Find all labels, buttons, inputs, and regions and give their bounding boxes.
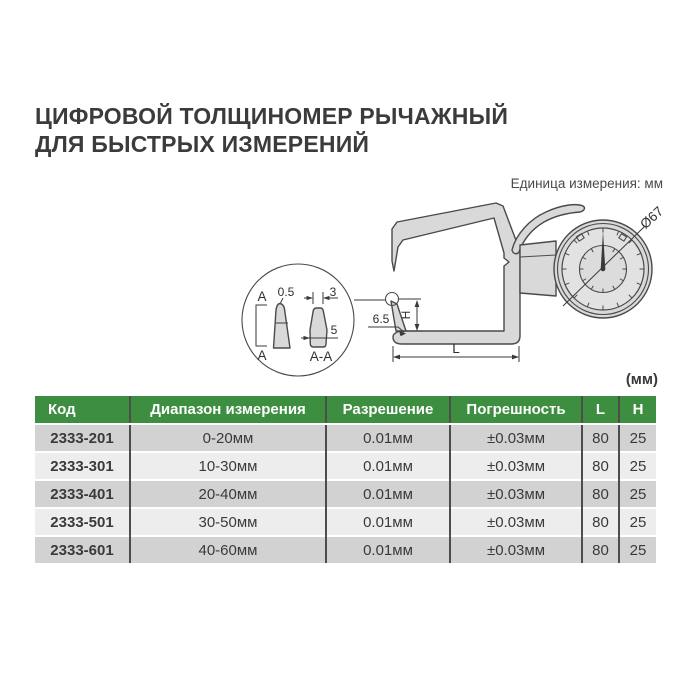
value-cell: 25 [629, 429, 647, 447]
value-cell: 80 [582, 536, 619, 563]
page-title-line1: ЦИФРОВОЙ ТОЛЩИНОМЕР РЫЧАЖНЫЙ [35, 103, 509, 129]
h-arrow-top [415, 300, 420, 307]
code-cell: 2333-301 [35, 452, 130, 480]
value-cell: 10-30мм [130, 452, 326, 480]
value-cell: 25 [629, 485, 647, 503]
value-cell: 0.01мм [326, 452, 450, 480]
column-header-2: Разрешение [326, 396, 450, 424]
code-cell: 2333-401 [35, 480, 130, 508]
value-cell: ±0.03мм [450, 508, 582, 536]
value-cell: 25 [629, 457, 647, 475]
t5-arrow [304, 336, 311, 340]
spec-table [35, 396, 656, 563]
value-cell: 25 [629, 513, 647, 531]
column-header-5: H [619, 396, 656, 424]
section-mark-bottom: A [257, 348, 267, 363]
gauge-frame [392, 203, 520, 344]
table-row [35, 536, 656, 563]
value-cell: 80 [582, 480, 619, 508]
value-cell: 30-50мм [130, 508, 326, 536]
unit-note: Единица измерения: мм [510, 176, 663, 191]
tip-width-label: 0.5 [277, 285, 295, 299]
h-dim-label: H [399, 310, 413, 320]
table-row [35, 480, 656, 508]
gauge-technical-drawing [230, 195, 680, 395]
code-cell: 2333-501 [35, 508, 130, 536]
t3-arrow-right [323, 296, 330, 300]
value-cell: 40-60мм [130, 536, 326, 563]
tip-depth-label: 5 [330, 323, 338, 337]
spec-table-body [35, 424, 656, 563]
value-cell: 25 [629, 541, 647, 559]
value-cell: 80 [582, 508, 619, 536]
page-title-line2: ДЛЯ БЫСТРЫХ ИЗМЕРЕНИЙ [35, 131, 370, 157]
table-row [35, 452, 656, 480]
tip-thickness-label: 3 [329, 285, 337, 299]
table-row [35, 508, 656, 536]
table-unit-label: (мм) [625, 371, 658, 388]
t3-arrow-left [307, 296, 314, 300]
detail-tip-section [310, 308, 327, 347]
spec-table-header-row [35, 396, 656, 424]
value-cell: 0.01мм [326, 508, 450, 536]
column-header-3: Погрешность [450, 396, 582, 424]
offset-label: 6.5 [372, 312, 390, 326]
value-cell: 0-20мм [130, 424, 326, 452]
l-arrow-left [393, 355, 400, 360]
value-cell: 0.01мм [326, 424, 450, 452]
l-dim-label: L [452, 341, 460, 356]
value-cell: ±0.03мм [450, 424, 582, 452]
code-cell: 2333-601 [35, 536, 130, 563]
value-cell: 80 [582, 424, 619, 452]
code-cell: 2333-201 [35, 424, 130, 452]
section-name-label: A-A [309, 349, 333, 364]
column-header-4: L [582, 396, 619, 424]
section-bracket [256, 305, 267, 346]
value-cell: 80 [582, 452, 619, 480]
value-cell: ±0.03мм [450, 452, 582, 480]
section-mark-top: A [257, 289, 267, 304]
dial-diameter-label: Ø67 [637, 203, 667, 232]
h-arrow-bottom [415, 324, 420, 331]
page-title [35, 102, 508, 158]
value-cell: 20-40мм [130, 480, 326, 508]
dial-needle-hub [601, 267, 606, 272]
value-cell: ±0.03мм [450, 536, 582, 563]
value-cell: 0.01мм [326, 480, 450, 508]
dial-stem [520, 241, 556, 296]
column-header-0: Код [35, 396, 130, 424]
value-cell: 0.01мм [326, 536, 450, 563]
table-row [35, 424, 656, 452]
value-cell: ±0.03мм [450, 480, 582, 508]
detail-tip-side [274, 304, 291, 349]
l-arrow-right [512, 355, 519, 360]
column-header-1: Диапазон измерения [130, 396, 326, 424]
